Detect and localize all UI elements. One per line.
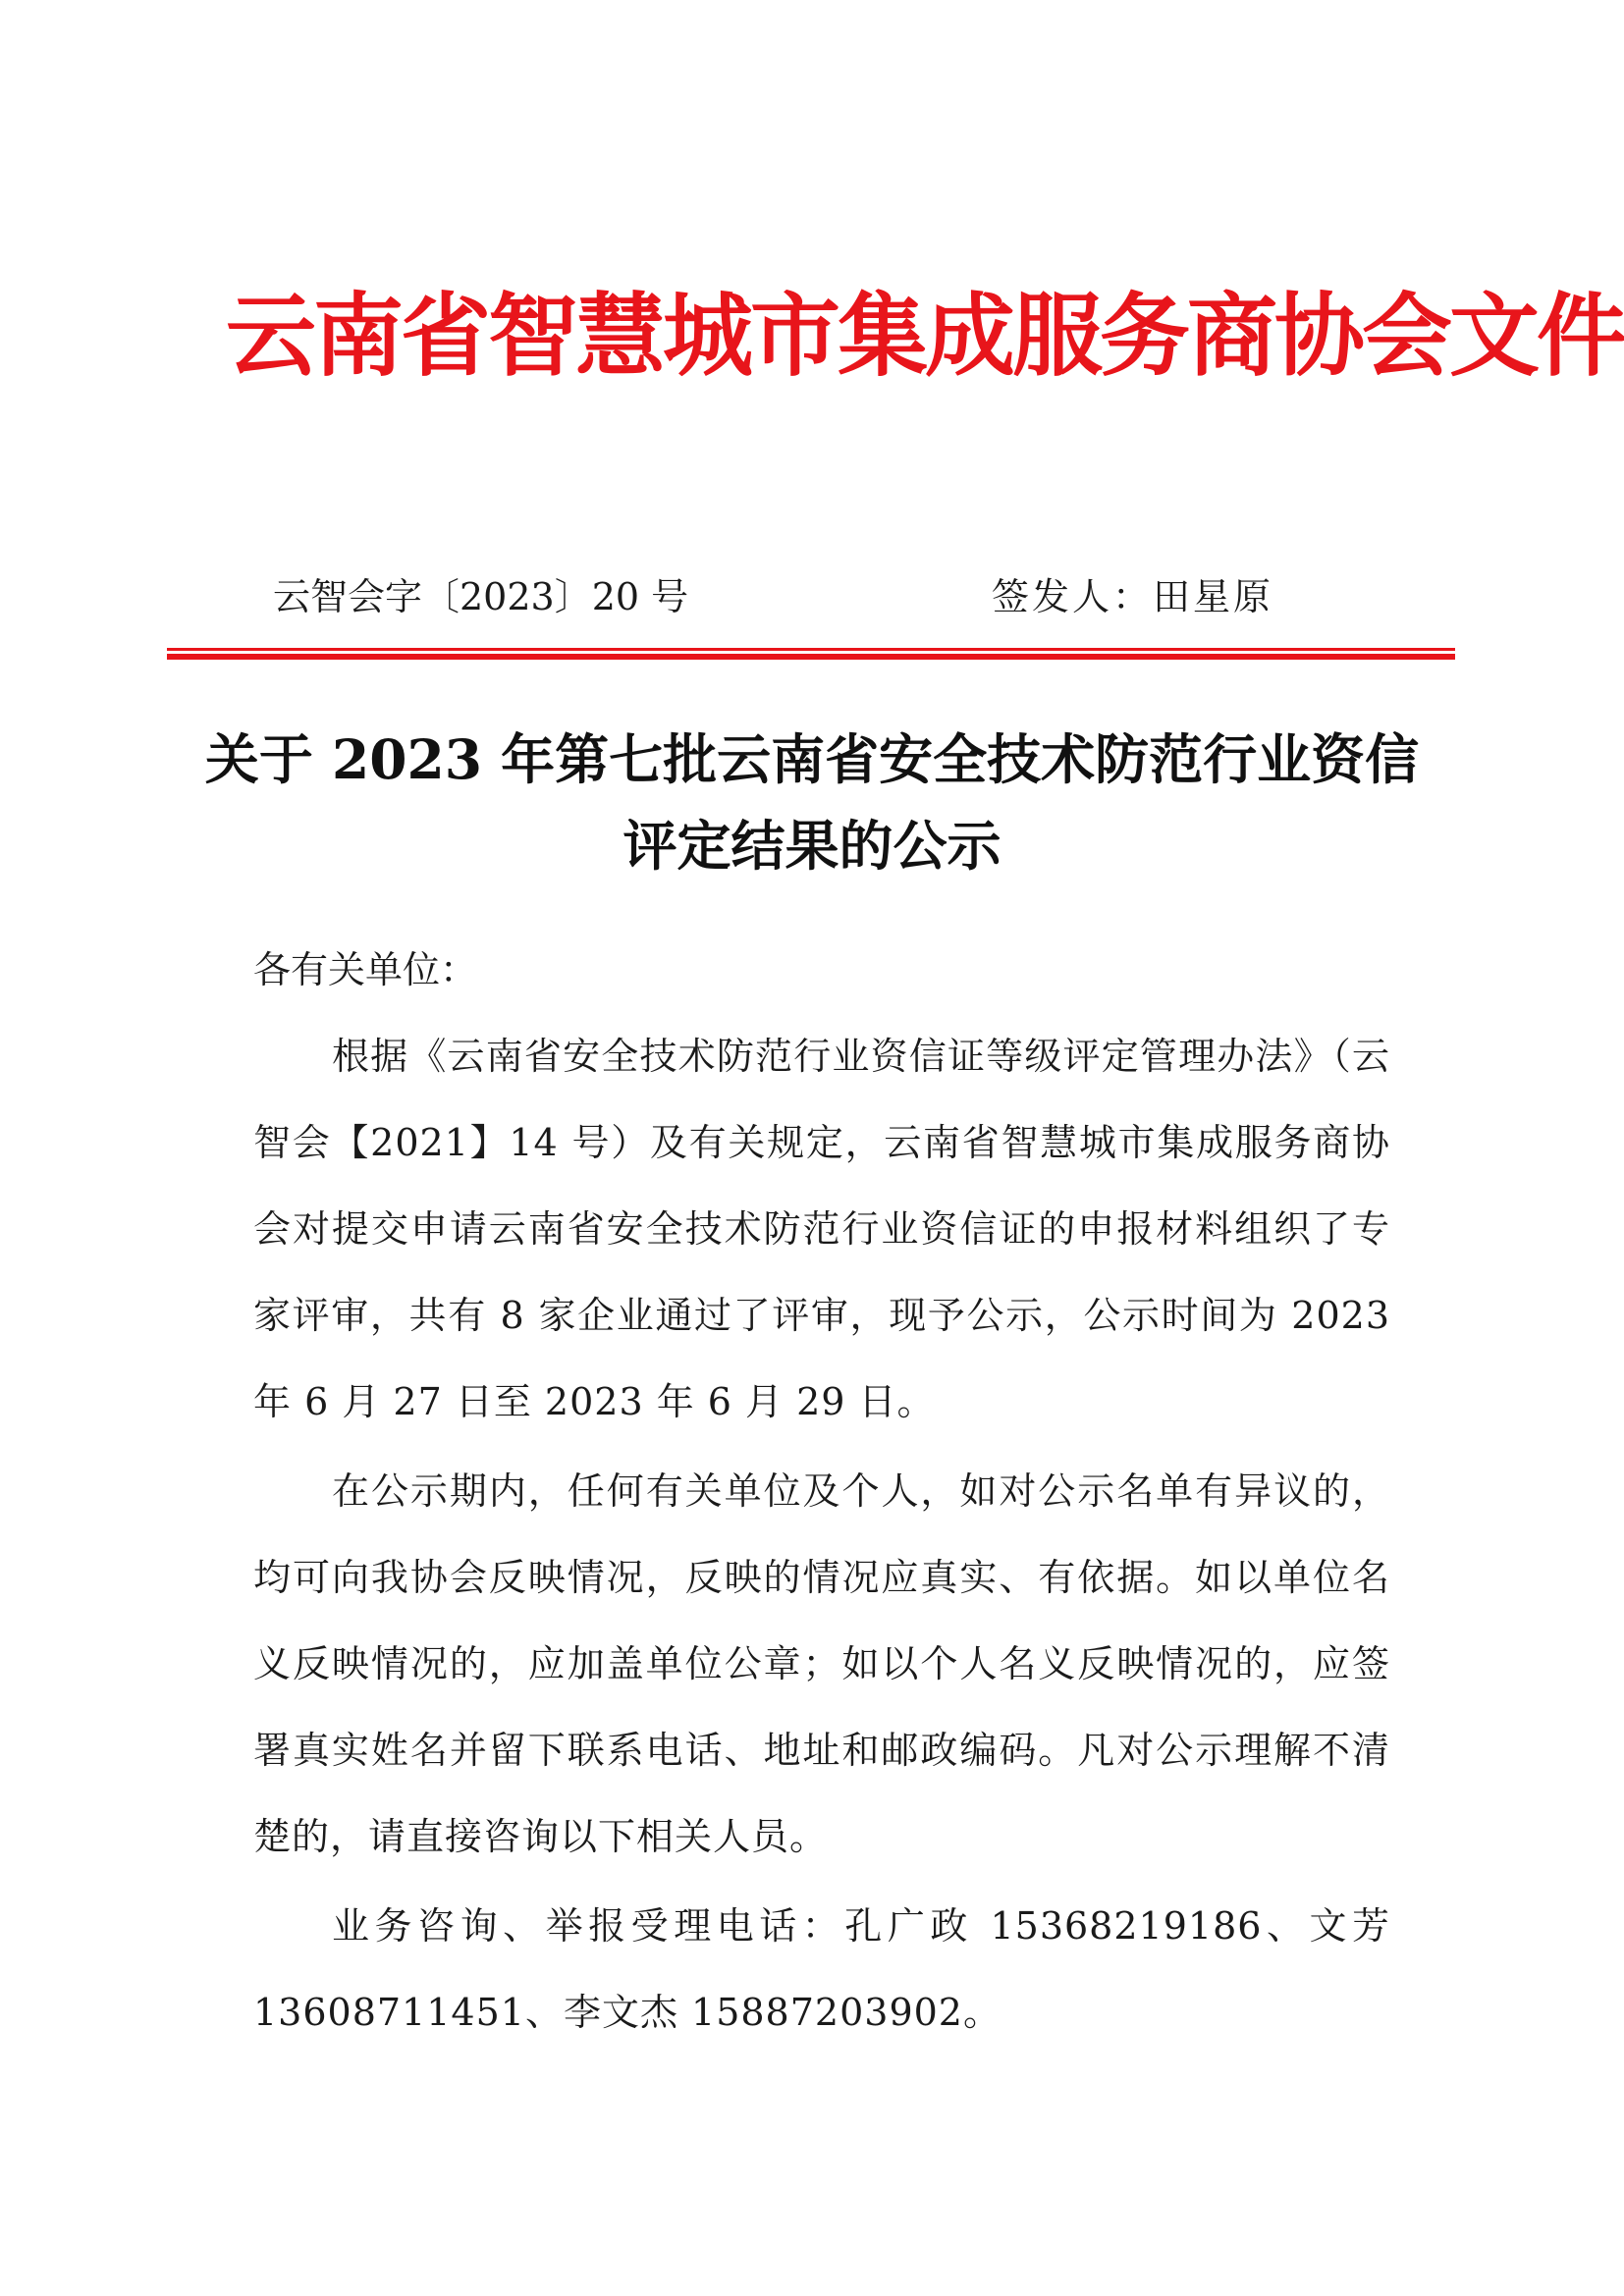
salutation: 各有关单位： xyxy=(253,948,478,991)
body-paragraph-contacts: 业务咨询、举报受理电话：孔广政 15368219186、文芳 13608711451、李文杰 15887203902。 xyxy=(253,1904,1390,2034)
header-divider-thick xyxy=(167,654,1455,660)
header-divider-thin xyxy=(167,648,1455,651)
document-title: 关于 2023 年第七批云南省安全技术防范行业资信评定结果的公示 xyxy=(204,727,1420,878)
document-number: 云智会字〔2023〕20 号 xyxy=(273,575,689,618)
body-paragraph-basis: 根据《云南省安全技术防范行业资信证等级评定管理办法》（云智会【2021】14 号）及有关规定，云南省智慧城市集成服务商协会对提交申请云南省安全技术防范行业资信证的申报材料组织了专家评审，共有 8 家企业通过了评审，现予公示，公示时间为 2023 年 6 月 27 日至 2023 年 6 月 29 日。 xyxy=(253,1035,1390,1423)
body-paragraph-objection: 在公示期内，任何有关单位及个人，如对公示名单有异议的，均可向我协会反映情况，反映的情况应真实、有依据。如以单位名义反映情况的，应加盖单位公章；如以个人名义反映情况的，应签署真实姓名并留下联系电话、地址和邮政编码。凡对公示理解不清楚的，请直接咨询以下相关人员。 xyxy=(253,1469,1390,1858)
org-header-title: 云南省智慧城市集成服务商协会文件 xyxy=(226,284,1624,389)
signer: 签发人：田星原 xyxy=(992,575,1274,618)
